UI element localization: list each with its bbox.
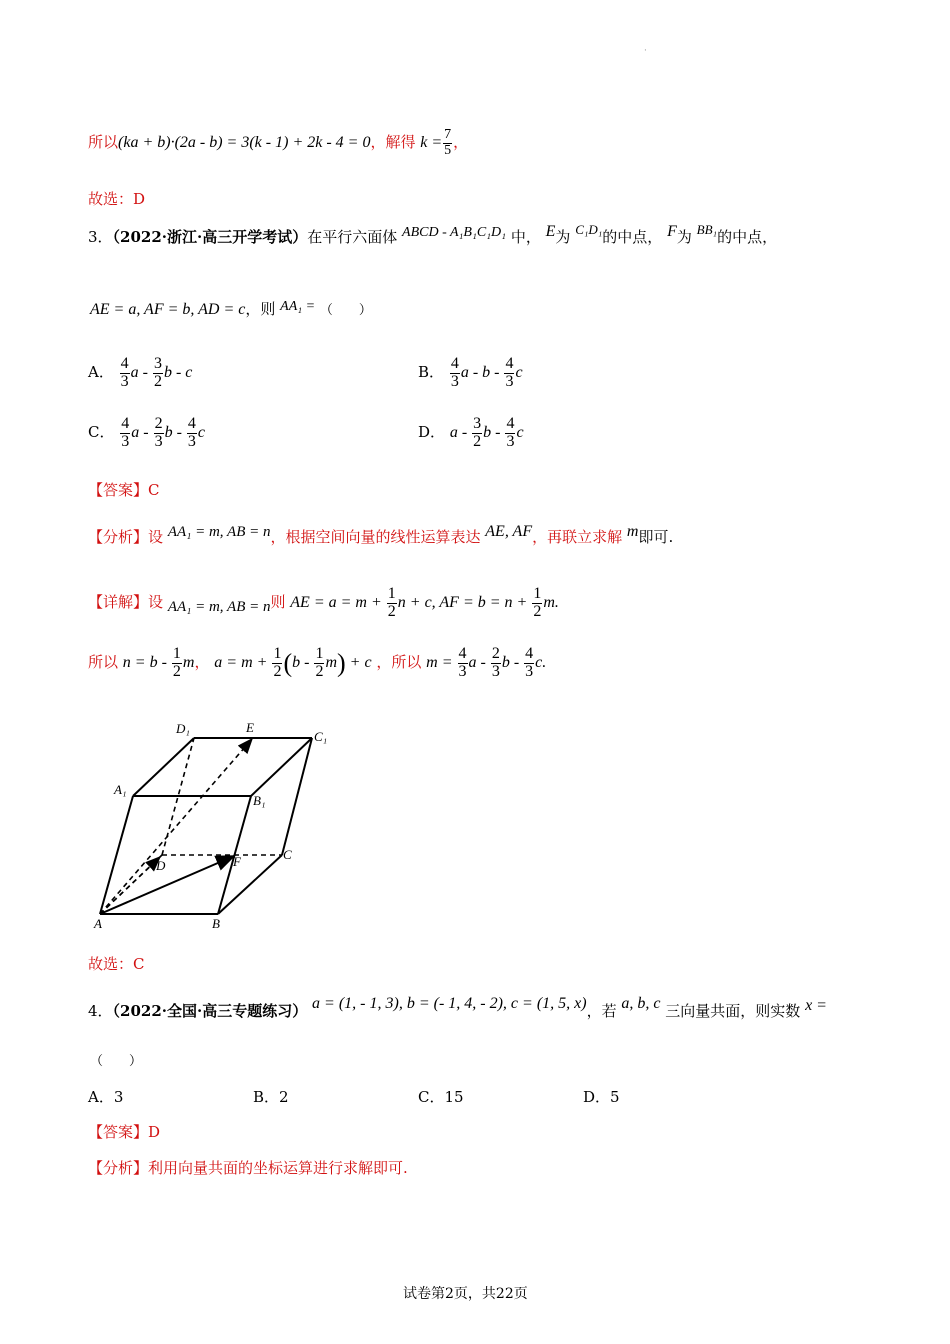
q3-analysis-2: ，根据空间向量的线性运算表达 [270,528,481,546]
q3-option-b [418,356,523,391]
q3-option-c-label: C． [88,422,115,441]
q4-option-d-label: D． [583,1088,611,1106]
q4-option-a-value: 3 [113,1088,124,1106]
q2-choice: 故选：D [88,190,146,208]
q4-option-a-label: A． [88,1088,114,1106]
q4-x-var: x = [805,997,827,1014]
q3-detail-2: 则 [270,592,286,611]
q3-so-eq2: a = m + $\frac{1}{2}$ (b - $\frac{1}{2}$ m) + c [214,645,372,680]
q3-stem-5: 为 [676,228,692,246]
q4-analysis: 【分析】利用向量共面的坐标运算进行求解即可. [88,1159,408,1177]
q3-given: AE = a, AF = b, AD = c [90,301,246,318]
q4-number: 4． [88,1002,113,1020]
q2-end: ， [453,133,469,152]
edge-b-c [218,855,282,914]
q3-option-c [88,416,205,451]
q3-stem-2: 中， [510,228,541,246]
q2-k-var: k = [420,134,443,152]
q3-analysis-4: 即可. [638,528,674,546]
q3-solid: ABCD - A₁B₁C₁D₁ [402,225,507,240]
q4-option-c-value: 15 [444,1088,464,1106]
q3-number: 3． [88,228,113,246]
q4-stem-1: ，若 [586,1002,617,1020]
edge-a-a1 [100,796,133,914]
q3-edge-f: BB₁ [696,222,718,237]
q2-expression: (ka + b)·(2a - b) = 3(k - 1) + 2k - 4 = 0 [118,134,371,152]
q3-option-a-formula: $\frac{4}{3}$ a - $\frac{3}{2}$ b - c [120,355,193,390]
q3-option-d [418,416,524,451]
q3-option-c-formula: $\frac{4}{3}$ a - $\frac{2}{3}$ b - $\frac{4}{3}$ c [121,415,206,450]
q2-prefix: 所以 [88,133,119,152]
q3-so-sep: ， [194,652,210,671]
q4-option-b [253,1086,289,1107]
q3-option-d-formula: a - $\frac{3}{2}$ b - $\frac{4}{3}$ c [449,415,524,450]
q3-stem-6: 的中点， [717,228,778,246]
q3-stem-3: 为 [555,228,571,246]
label-e: E [246,720,254,735]
q3-option-a-label: A． [88,362,114,381]
q3-option-d-label: D． [418,422,446,441]
q3-so-1: 所以 [88,652,119,671]
label-a1: A₁ [114,782,127,797]
label-f: F [233,854,241,869]
q3-analysis-1: 设 [148,528,164,546]
q4-stem [88,995,827,1021]
q3-answer: 【答案】C [88,481,160,499]
q3-so-eq1: n = b - $\frac{1}{2}$ m [122,645,195,680]
q4-blank: （ ） [90,1054,143,1069]
q3-analysis-vec: AE, AF [485,523,533,540]
q4-answer: 【答案】D [88,1123,161,1141]
edge-a1-d1 [133,738,194,796]
q4-option-b-value: 2 [279,1088,289,1106]
q3-analysis [88,523,674,547]
q3-analysis-set: AA₁ = m, AB = n [167,524,271,540]
q2-k-fraction [443,128,452,158]
q3-f-var: F [667,223,677,240]
q3-so-line [88,646,546,681]
q3-stem-1: 在平行六面体 [307,228,398,246]
q3-source: （2022·浙江·高三开学考试） [112,228,308,246]
vector-ae [100,739,252,914]
q4-stem-2: 三向量共面，则实数 [665,1002,801,1020]
page-footer: 试卷第2页，共22页 [403,1286,528,1302]
q4-option-c-label: C． [418,1088,445,1106]
q4-option-d-value: 5 [610,1088,620,1106]
q3-stem-4: 的中点， [602,228,663,246]
label-d: D [156,858,166,873]
q2-conclusion-line [88,128,468,158]
edge-c-c1 [282,738,312,855]
q3-option-b-formula: $\frac{4}{3}$ a - b - $\frac{4}{3}$ c [450,355,523,390]
q3-detail-1: 设 [148,592,164,611]
q3-blank: （ ） [319,303,372,318]
q3-so-2: ，所以 [376,652,422,671]
q4-option-a [88,1086,123,1107]
q3-then: ，则 [245,300,276,318]
q3-so-eq3: m = $\frac{4}{3}$ a - $\frac{2}{3}$ b - $\frac{4}{3}$ c. [426,645,547,680]
q3-analysis-m: m [626,523,639,540]
q4-option-c [418,1086,464,1107]
q4-source: （2022·全国·高三专题练习） [112,1002,308,1020]
label-c1: C₁ [314,729,328,744]
parallelepiped-figure [80,712,340,940]
q4-abc: a, b, c [621,995,661,1012]
q3-stem [88,222,778,247]
label-a: A [94,916,102,931]
q4-vectors: a = (1, - 1, 3), b = (- 1, 4, - 2), c = (1, 5, x) [312,995,587,1012]
vector-af [100,856,234,914]
q3-option-a [88,356,192,391]
q3-e-var: E [545,223,556,240]
q3-option-b-label: B． [418,362,445,381]
top-dot: · [644,46,647,56]
q3-analysis-head: 【分析】 [88,528,149,546]
q3-detail [88,586,559,621]
q3-target: AA₁ = [280,299,316,314]
q3-given-line [90,298,372,319]
label-b: B [212,916,220,931]
q2-k-numerator: 7 [444,127,452,142]
edge-b1-c1 [251,738,312,796]
q2-k-denominator: 5 [444,142,452,158]
q3-detail-head: 【详解】 [88,592,149,611]
q4-option-b-label: B． [253,1088,280,1106]
q3-edge-e: C₁D₁ [575,222,603,237]
label-b1: B₁ [253,793,266,808]
q4-option-d [583,1086,620,1107]
q3-detail-set: AA₁ = m, AB = n [167,598,271,615]
q3-analysis-3: ，再联立求解 [532,528,623,546]
label-c: C [283,847,292,862]
q3-choice: 故选：C [88,955,145,973]
label-d1: D₁ [176,721,190,736]
q3-detail-eq: AE = a = m + $\frac{1}{2}$ n + c, AF = b = n + $\frac{1}{2}$ m. [290,585,559,620]
q2-mid: ，解得 [370,133,416,152]
